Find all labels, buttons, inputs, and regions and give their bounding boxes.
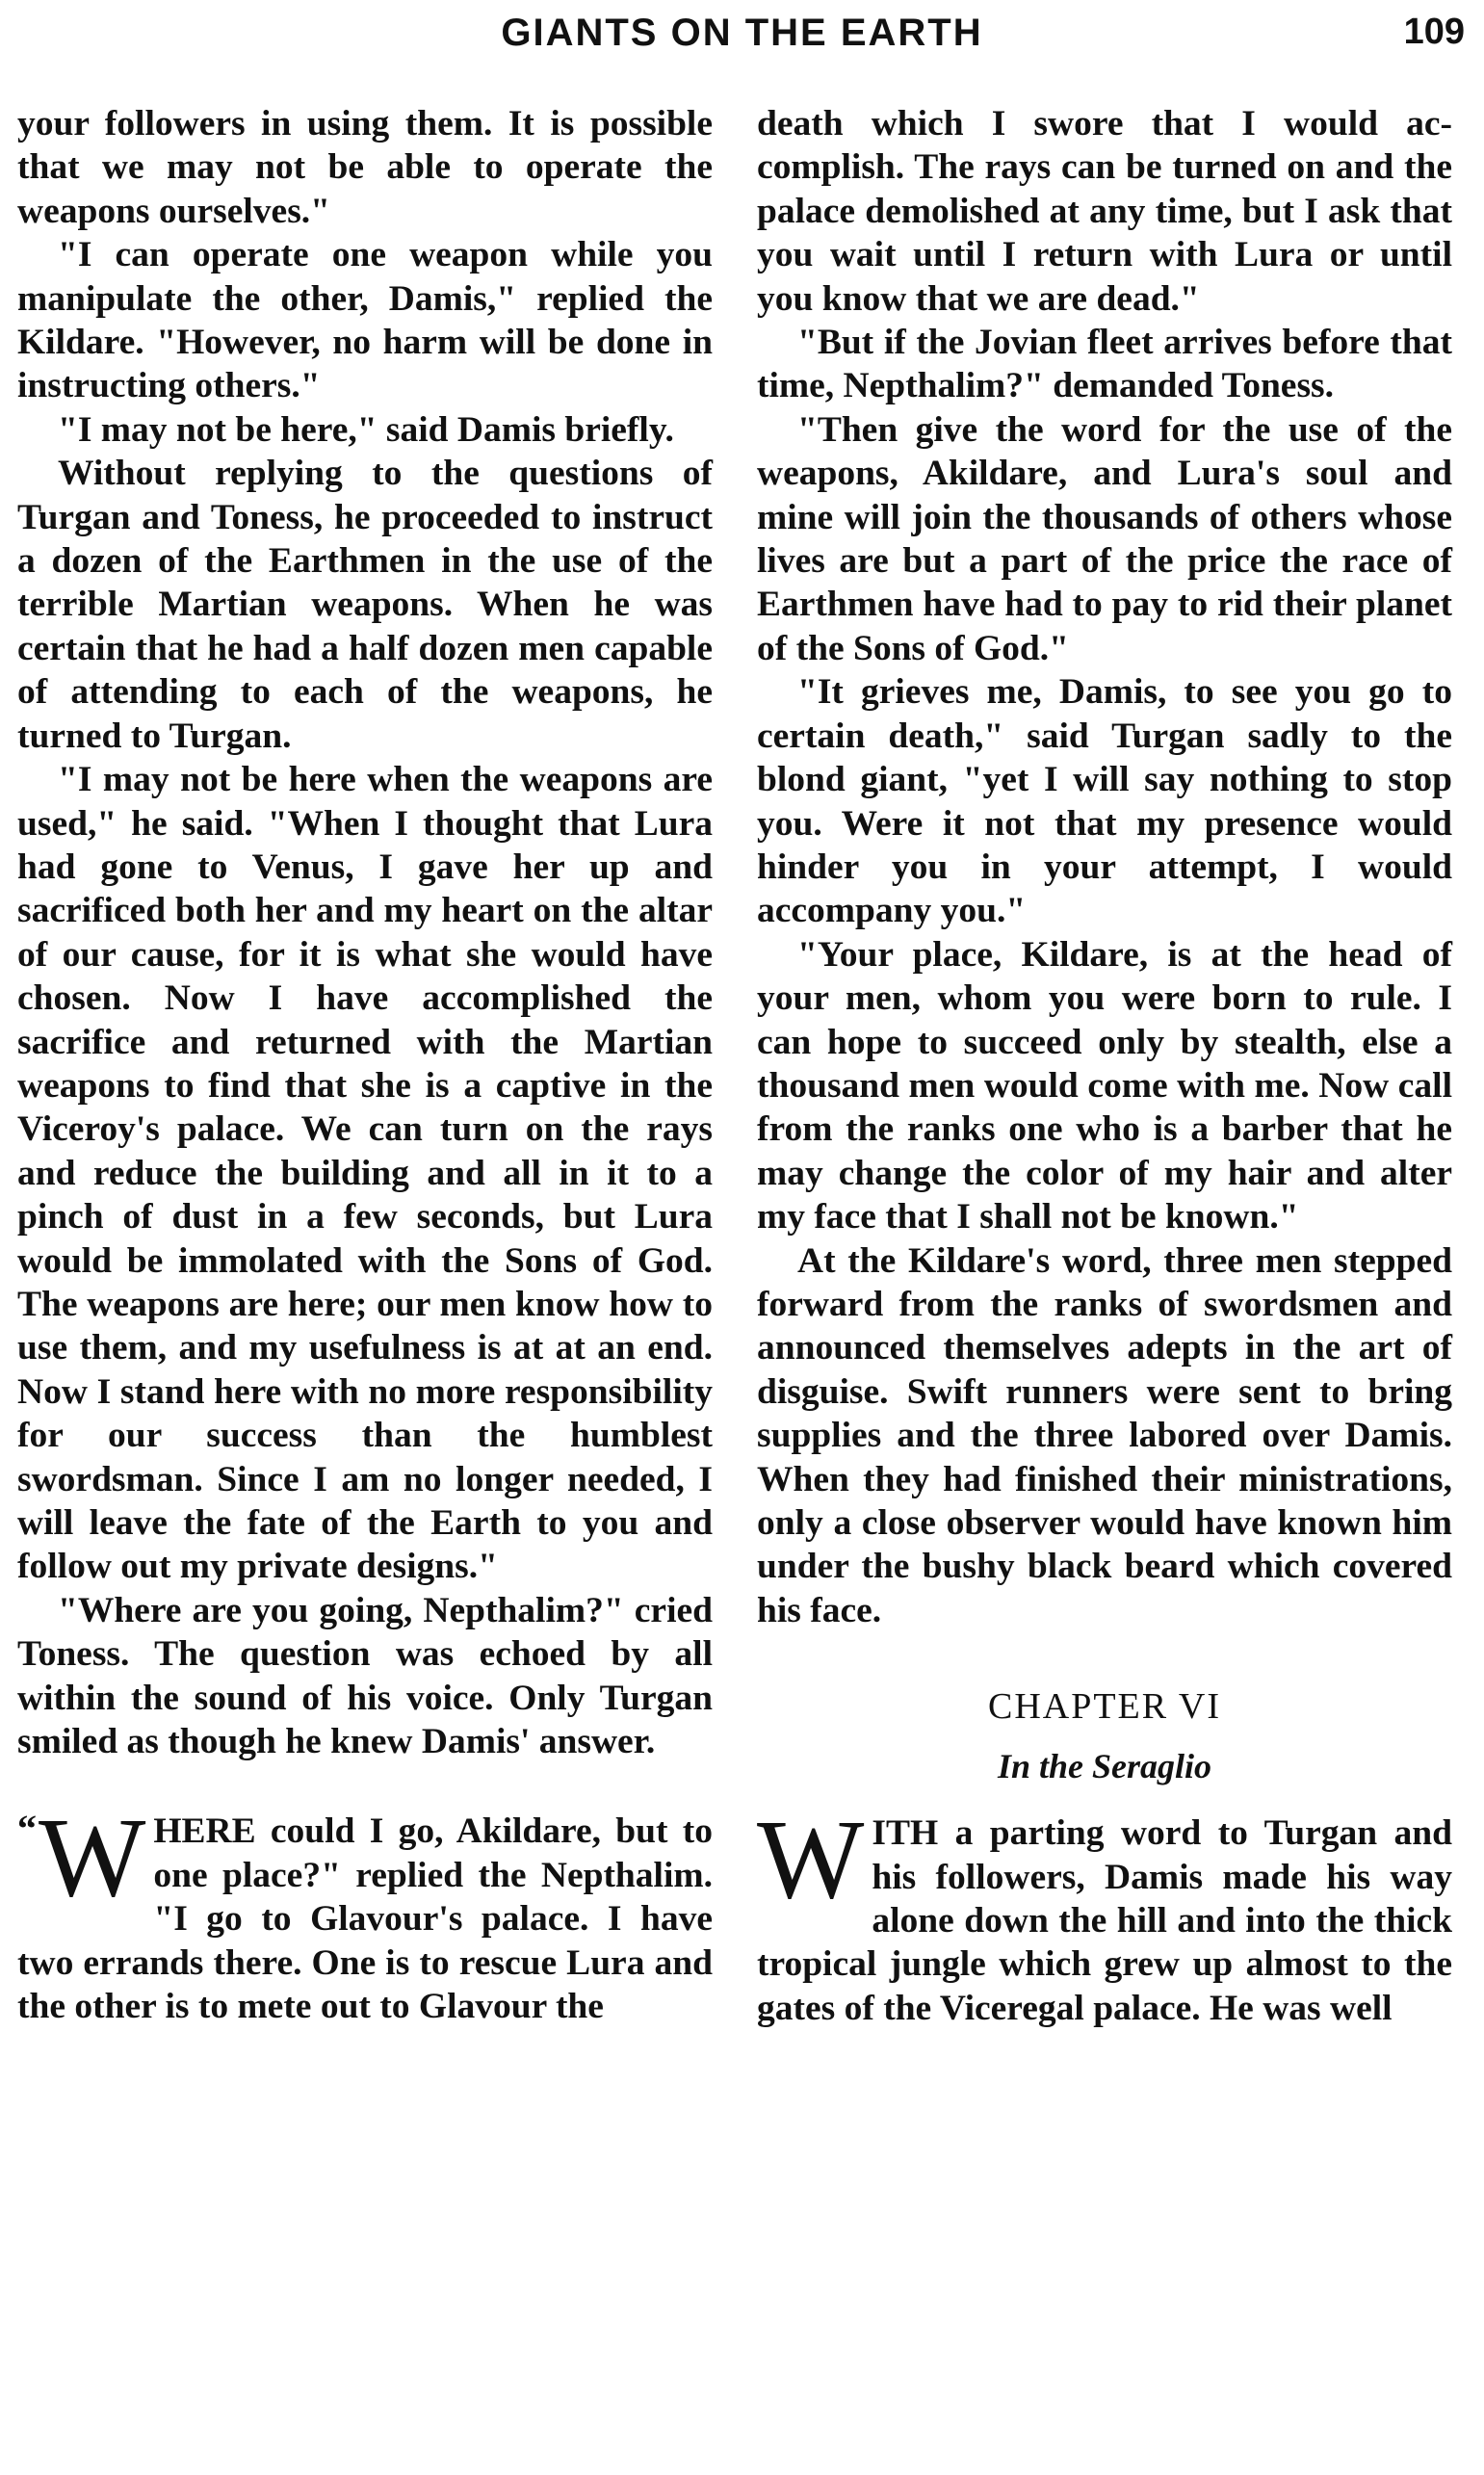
paragraph: "Where are you going, Nepthalim?" cried Toness. The question was echoed by all within the sound of his voice. Only Turgan smiled as though he knew Damis' answer. xyxy=(17,1590,713,1762)
drop-cap-letter: W xyxy=(39,1794,146,1921)
left-column xyxy=(17,102,713,2028)
paragraph: "But if the Jovian fleet arrives before that time, Nepthalim?" demanded Toness. xyxy=(757,323,1452,406)
paragraph: death which I swore that I would accomplish. The rays can be turned on and the palace demolished at any time, but I ask that you wait until I return with Lura or until you know that we are dead." xyxy=(757,104,1452,319)
paragraph: "I can operate one weapon while you manipulate the other, Damis," replied the Kildare. "However, no harm will be done in instructing others." xyxy=(17,235,713,406)
paragraph: "Your place, Kildare, is at the head of your men, whom you were born to rule. I can hope to succeed only by stealth, else a thousand men would come with me. Now call from the ranks one who is a barber that he may change the color of my hair and alter my face that I shall not be known." xyxy=(757,934,1452,1238)
page-number: 109 xyxy=(1403,12,1465,52)
right-column xyxy=(757,102,1452,2030)
paragraph: "I may not be here when the weapons are used," he said. "When I thought that Lura had gone to Venus, I gave her up and sacrificed both her and my heart on the altar of our cause, for it is what she would have chosen. Now I have accomplished the sacrifice and returned with the Martian weapons to find that she is a captive in the Viceroy's palace. We can turn on the rays and reduce the building and all in it to a pinch of dust in a few seconds, but Lura would be immolated with the Sons of God. The weapons are here; our men know how to use them, and my usefulness is at at an end. Now I stand here with no more responsibility for our success than the humblest swordsman. Since I am no longer needed, I will leave the fate of the Earth to you and follow out my private designs." xyxy=(17,760,713,1587)
paragraph: "Then give the word for the use of the weapons, Akildare, and Lura's soul and mine will join the thousands of others whose lives are but a part of the price the race of Earthmen have had to pay to rid their planet of the Sons of God." xyxy=(757,409,1452,668)
page-header xyxy=(0,8,1484,60)
paragraph: your followers in using them. It is possible that we may not be able to operate the weapons ourselves." xyxy=(17,104,713,231)
section-break xyxy=(757,1632,1452,1679)
chapter-heading: CHAPTER VI xyxy=(987,1686,1222,1728)
chapter-subtitle: In the Seraglio xyxy=(997,1747,1212,1786)
dropcap-paragraph xyxy=(757,1796,1452,2030)
drop-cap-letter: W xyxy=(757,1796,865,1923)
running-title: GIANTS ON THE EARTH xyxy=(501,12,983,54)
dropcap-paragraph-text: HERE could I go, Akildare, but to one place?" replied the Nepthalim. "I go to Glavour's palace. I have two errands there. One is to rescue Lura and the other is to mete out to Glavour the xyxy=(17,1811,713,2027)
paragraph: At the Kildare's word, three men stepped forward from the ranks of swordsmen and announced themselves adepts in the art of disguise. Swift runners were sent to bring supplies and the three labored over Damis. When they had finished their ministrations, only a close observer would have known him under the bushy black beard which covered his face. xyxy=(757,1240,1452,1630)
paragraph: "It grieves me, Damis, to see you go to certain death," said Turgan sadly to the blond giant, "yet I will say nothing to stop you. Were it not that my presence would hinder you in your attempt, I would accompany you." xyxy=(757,672,1452,931)
dropcap-paragraph-text: ITH a parting word to Turgan and his followers, Damis made his way alone down the hill and into the thick tropical jungle which grew up almost to the gates of the Viceregal palace. He was well xyxy=(757,1813,1452,2028)
drop-quote: “ xyxy=(17,1807,37,1851)
paragraph: "I may not be here," said Damis briefly. xyxy=(58,409,674,450)
paragraph: Without replying to the questions of Turgan and Toness, he proceeded to instruct a dozen of the Earthmen in the use of the terrible Martian weapons. When he was certain that he had a half dozen men capable of attending to each of the weapons, he turned to Turgan. xyxy=(17,454,713,756)
dropcap-paragraph xyxy=(17,1794,713,2028)
